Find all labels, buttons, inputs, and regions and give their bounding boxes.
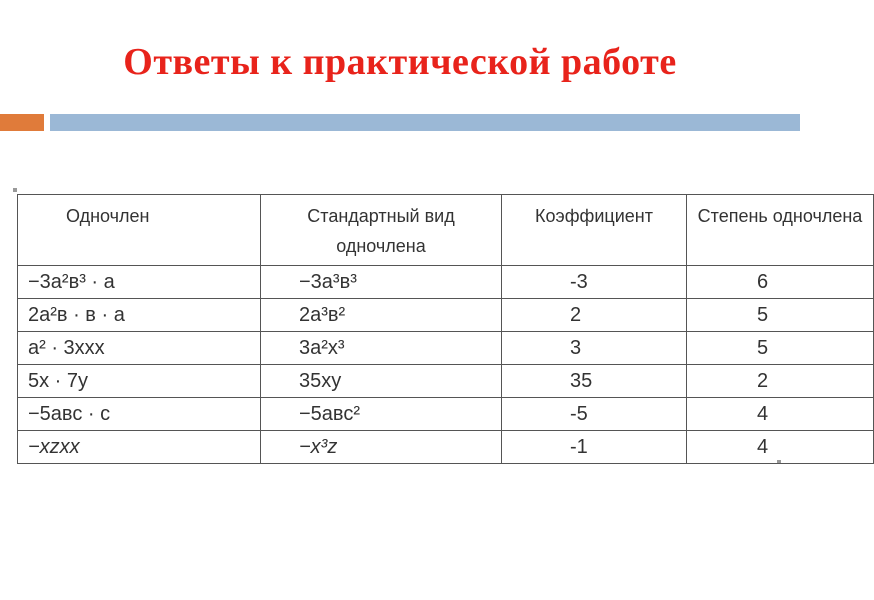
accent-bar-blue	[50, 114, 800, 131]
cell-coefficient: 3	[502, 332, 687, 365]
cell-degree: 4	[687, 398, 874, 431]
cell-degree: 6	[687, 266, 874, 299]
cell-monomial: 2a²в · в · a	[18, 299, 261, 332]
cell-coefficient: 35	[502, 365, 687, 398]
cell-coefficient: -1	[502, 431, 687, 464]
header-degree: Степень одночлена	[687, 195, 874, 266]
cell-coefficient: -3	[502, 266, 687, 299]
slide-title: Ответы к практической работе	[123, 41, 677, 83]
header-standard-form: Стандартный вид одночлена	[261, 195, 502, 266]
cell-monomial: 5x · 7y	[18, 365, 261, 398]
cell-degree: 5	[687, 299, 874, 332]
cell-monomial: a² · 3xxx	[18, 332, 261, 365]
table-row	[18, 431, 874, 464]
cell-monomial: −xzxx	[18, 431, 261, 464]
table-row	[18, 332, 874, 365]
cell-degree: 2	[687, 365, 874, 398]
table-row	[18, 365, 874, 398]
cell-degree: 5	[687, 332, 874, 365]
table-row	[18, 398, 874, 431]
cell-standard-form: 2a³в²	[261, 299, 502, 332]
table-header-row	[18, 195, 874, 266]
header-coefficient: Коэффициент	[502, 195, 687, 266]
selection-corner-marker	[13, 188, 17, 192]
cell-standard-form: 3a²x³	[261, 332, 502, 365]
cell-standard-form: −3a³в³	[261, 266, 502, 299]
cell-monomial: −5авс · с	[18, 398, 261, 431]
cell-monomial: −3a²в³ · a	[18, 266, 261, 299]
cell-coefficient: -5	[502, 398, 687, 431]
cell-standard-form: −5авс²	[261, 398, 502, 431]
cell-coefficient: 2	[502, 299, 687, 332]
cell-standard-form: −x³z	[261, 431, 502, 464]
header-monomial: Одночлен	[18, 195, 261, 266]
accent-bar-orange	[0, 114, 44, 131]
table-row	[18, 299, 874, 332]
cell-standard-form: 35xy	[261, 365, 502, 398]
cell-degree: 4	[687, 431, 874, 464]
answers-table	[17, 194, 874, 464]
table-row	[18, 266, 874, 299]
answers-table-container	[17, 194, 863, 462]
